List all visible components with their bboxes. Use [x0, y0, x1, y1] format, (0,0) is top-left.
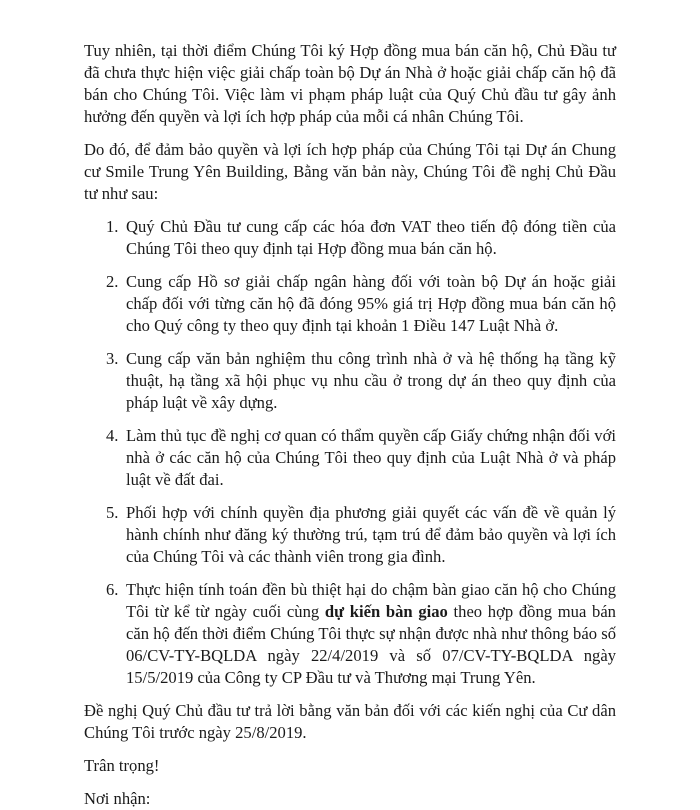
request-number: 6.	[106, 580, 119, 599]
request-text: Phối hợp với chính quyền địa phương giải quyết các vấn đề về quản lý hành chính như đăng ký thường trú, tạm trú để đảm bảo quyền và lợi ích của Chúng Tôi và các thành viên trong gia đình.	[126, 503, 616, 566]
request-number: 3.	[106, 349, 119, 368]
paragraph-violation: Tuy nhiên, tại thời điểm Chúng Tôi ký Hợp đồng mua bán căn hộ, Chủ Đầu tư đã chưa thực hiện việc giải chấp toàn bộ Dự án Nhà ở hoặc giải chấp căn hộ đã bán cho Chúng Tôi. Việc làm vi phạm pháp luật của Quý Chủ đầu tư gây ảnh hưởng đến quyền và lợi ích hợp pháp của mỗi cá nhân Chúng Tôi.	[84, 41, 616, 126]
request-item	[84, 502, 616, 568]
request-text: Làm thủ tục đề nghị cơ quan có thẩm quyền cấp Giấy chứng nhận đối với nhà ở các căn hộ của Chúng Tôi theo quy định của Luật Nhà ở và pháp luật về đất đai.	[126, 426, 616, 489]
closing-request: Đề nghị Quý Chủ đầu tư trả lời bằng văn bản đối với các kiến nghị của Cư dân Chúng Tôi trước ngày 25/8/2019.	[84, 701, 616, 742]
request-text: Cung cấp văn bản nghiệm thu công trình nhà ở và hệ thống hạ tầng kỹ thuật, hạ tầng xã hội phục vụ nhu cầu ở trong dự án theo quy định của pháp luật về xây dựng.	[126, 349, 616, 412]
request-item	[84, 216, 616, 260]
request-item	[84, 348, 616, 414]
request-number: 4.	[106, 426, 119, 445]
request-item	[84, 579, 616, 689]
request-number: 5.	[106, 503, 119, 522]
request-item	[84, 271, 616, 337]
request-text-after: theo hợp đồng mua bán căn hộ đến thời điểm Chúng Tôi thực sự nhận được nhà như thông báo số 06/CV-TY-BQLDA ngày 22/4/2019 và số 07/CV-TY-BQLDA ngày 15/5/2019 của Công ty CP Đầu tư và Thương mại Trung Yên.	[126, 602, 616, 687]
request-text-before: Thực hiện tính toán đền bù thiệt hại do chậm bàn giao căn hộ cho Chúng Tôi từ kể từ ngày cuối cùng	[126, 580, 616, 621]
request-list	[84, 216, 616, 689]
recipients-label: Nơi nhận:	[84, 789, 151, 808]
request-number: 1.	[106, 217, 119, 236]
request-number: 2.	[106, 272, 119, 291]
request-text-bold: dự kiến bàn giao	[324, 602, 448, 621]
request-text: Quý Chủ Đầu tư cung cấp các hóa đơn VAT theo tiến độ đóng tiền của Chúng Tôi theo quy định tại Hợp đồng mua bán căn hộ.	[126, 217, 616, 258]
request-item	[84, 425, 616, 491]
paragraph-request-intro: Do đó, để đảm bảo quyền và lợi ích hợp pháp của Chúng Tôi tại Dự án Chung cư Smile Trung Yên Building, Bằng văn bản này, Chúng Tôi đề nghị Chủ Đầu tư như sau:	[84, 140, 616, 203]
request-text: Cung cấp Hồ sơ giải chấp ngân hàng đối với toàn bộ Dự án hoặc giải chấp đối với từng căn hộ đã đóng 95% giá trị Hợp đồng mua bán căn hộ cho Quý công ty theo quy định tại khoản 1 Điều 147 Luật Nhà ở.	[126, 272, 616, 335]
regards: Trân trọng!	[84, 756, 160, 775]
document-page	[84, 40, 616, 810]
